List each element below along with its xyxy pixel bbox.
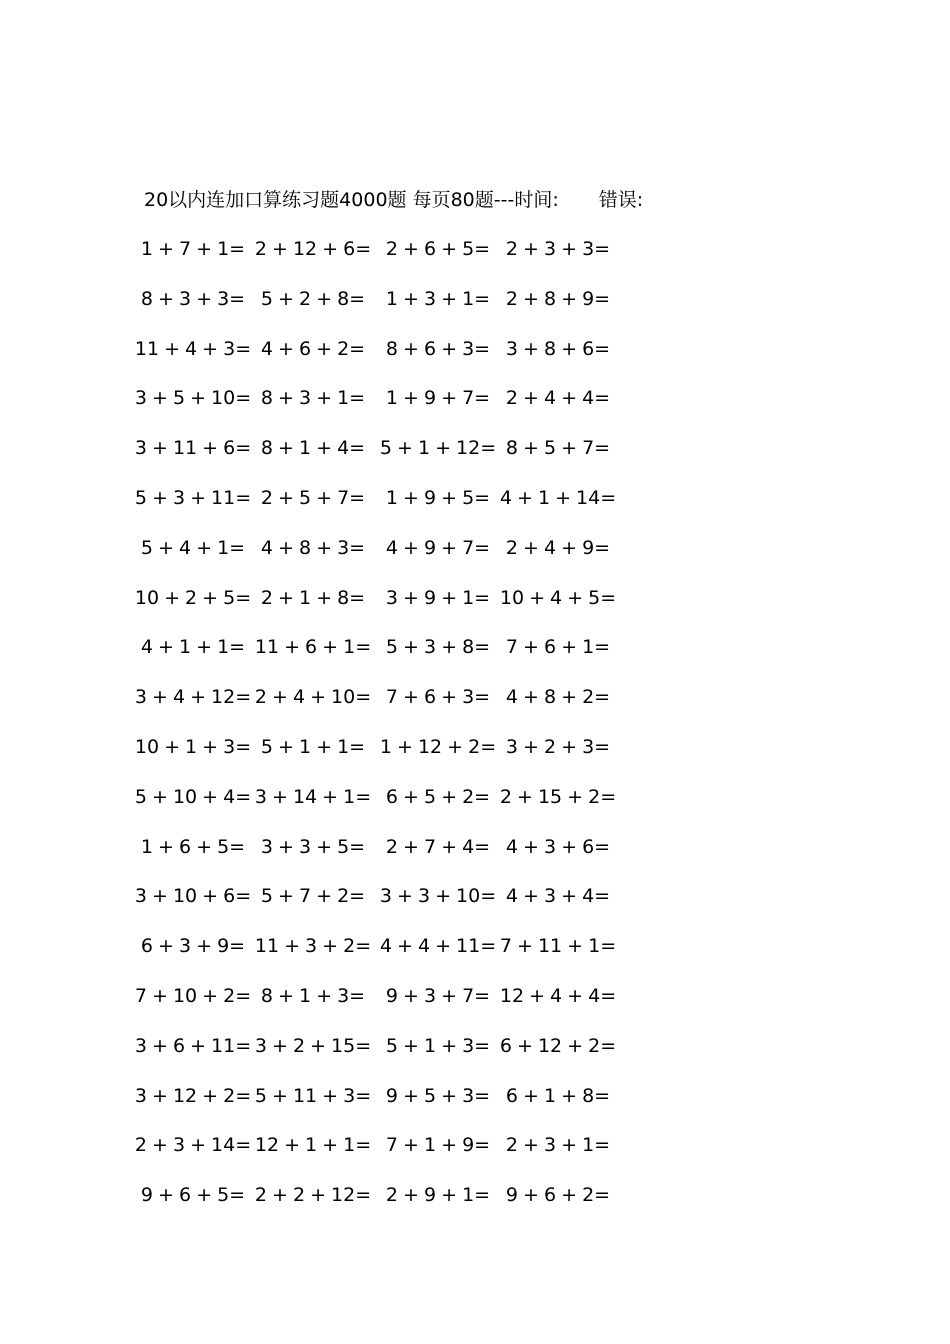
problem-item: 3 + 9 + 1= [385, 586, 491, 609]
problem-item: 7 + 1 + 9= [385, 1134, 491, 1157]
worksheet-title: 20以内连加口算练习题4000题 每页80题---时间: [144, 189, 559, 211]
problem-item: 4 + 1 + 1= [140, 636, 246, 659]
problem-item: 1 + 3 + 1= [385, 287, 491, 310]
problem-item: 8 + 3 + 3= [140, 287, 246, 310]
problem-item: 5 + 2 + 8= [260, 287, 366, 310]
problem-item: 4 + 1 + 14= [499, 487, 617, 509]
problem-item: 3 + 4 + 12= [134, 686, 252, 709]
problem-item: 1 + 6 + 5= [140, 835, 246, 858]
problem-item: 1 + 9 + 5= [385, 487, 491, 509]
problem-item: 3 + 5 + 10= [134, 387, 252, 410]
problem-item: 5 + 1 + 3= [385, 1034, 491, 1057]
problem-item: 5 + 3 + 8= [385, 636, 491, 659]
problem-item: 2 + 15 + 2= [499, 785, 617, 808]
problem-item: 6 + 12 + 2= [499, 1034, 617, 1057]
problem-item: 8 + 6 + 3= [385, 337, 491, 360]
problem-item: 8 + 1 + 4= [260, 437, 366, 460]
problem-item: 8 + 5 + 7= [505, 437, 611, 460]
problem-item: 3 + 12 + 2= [134, 1084, 252, 1107]
problem-item: 5 + 7 + 2= [260, 885, 366, 908]
problem-item: 5 + 3 + 11= [134, 487, 252, 509]
problem-item: 2 + 2 + 12= [254, 1184, 372, 1207]
problem-item: 2 + 12 + 6= [254, 238, 372, 260]
problem-item: 11 + 3 + 2= [254, 935, 372, 958]
problem-item: 3 + 14 + 1= [254, 785, 372, 808]
problem-item: 2 + 1 + 8= [260, 586, 366, 609]
problem-item: 7 + 10 + 2= [134, 985, 252, 1007]
problem-item: 5 + 11 + 3= [254, 1084, 372, 1107]
problem-item: 2 + 9 + 1= [385, 1184, 491, 1207]
problem-item: 12 + 4 + 4= [499, 985, 617, 1007]
problem-item: 4 + 8 + 2= [505, 686, 611, 709]
problem-item: 7 + 6 + 3= [385, 686, 491, 709]
problem-item: 2 + 3 + 14= [134, 1134, 252, 1157]
problem-item: 4 + 4 + 11= [379, 935, 497, 958]
problem-item: 3 + 8 + 6= [505, 337, 611, 360]
problem-item: 11 + 4 + 3= [134, 337, 252, 360]
problem-item: 1 + 9 + 7= [385, 387, 491, 410]
problem-item: 11 + 6 + 1= [254, 636, 372, 659]
errors-label: 错误: [598, 189, 644, 211]
problem-item: 2 + 4 + 10= [254, 686, 372, 709]
problem-item: 5 + 1 + 12= [379, 437, 497, 460]
problem-item: 3 + 2 + 3= [505, 736, 611, 758]
problem-item: 9 + 6 + 5= [140, 1184, 246, 1207]
problem-item: 6 + 5 + 2= [385, 785, 491, 808]
problem-item: 5 + 10 + 4= [134, 785, 252, 808]
problem-item: 2 + 3 + 1= [505, 1134, 611, 1157]
problem-item: 9 + 5 + 3= [385, 1084, 491, 1107]
problem-item: 10 + 2 + 5= [134, 586, 252, 609]
problem-item: 8 + 1 + 3= [260, 985, 366, 1007]
problem-item: 3 + 6 + 11= [134, 1034, 252, 1057]
problem-item: 2 + 4 + 4= [505, 387, 611, 410]
problem-item: 2 + 6 + 5= [385, 238, 491, 260]
problem-item: 2 + 7 + 4= [385, 835, 491, 858]
problem-item: 5 + 4 + 1= [140, 536, 246, 559]
problem-item: 5 + 1 + 1= [260, 736, 366, 758]
problem-item: 3 + 3 + 10= [379, 885, 497, 908]
problem-item: 1 + 7 + 1= [140, 238, 246, 260]
problem-item: 4 + 8 + 3= [260, 536, 366, 559]
problem-item: 6 + 3 + 9= [140, 935, 246, 958]
problem-item: 7 + 11 + 1= [499, 935, 617, 958]
problem-item: 12 + 1 + 1= [254, 1134, 372, 1157]
problem-item: 1 + 12 + 2= [379, 736, 497, 758]
problem-item: 6 + 1 + 8= [505, 1084, 611, 1107]
problem-item: 9 + 6 + 2= [505, 1184, 611, 1207]
problem-item: 2 + 3 + 3= [505, 238, 611, 260]
problem-item: 4 + 9 + 7= [385, 536, 491, 559]
problem-item: 10 + 1 + 3= [134, 736, 252, 758]
problem-item: 7 + 6 + 1= [505, 636, 611, 659]
problem-item: 3 + 10 + 6= [134, 885, 252, 908]
problem-item: 3 + 2 + 15= [254, 1034, 372, 1057]
problem-item: 2 + 8 + 9= [505, 287, 611, 310]
problem-item: 3 + 3 + 5= [260, 835, 366, 858]
problem-item: 2 + 5 + 7= [260, 487, 366, 509]
problem-item: 9 + 3 + 7= [385, 985, 491, 1007]
problem-item: 3 + 11 + 6= [134, 437, 252, 460]
problem-item: 8 + 3 + 1= [260, 387, 366, 410]
problem-item: 4 + 3 + 6= [505, 835, 611, 858]
problem-item: 2 + 4 + 9= [505, 536, 611, 559]
problem-item: 4 + 6 + 2= [260, 337, 366, 360]
problem-item: 4 + 3 + 4= [505, 885, 611, 908]
problem-item: 10 + 4 + 5= [499, 586, 617, 609]
